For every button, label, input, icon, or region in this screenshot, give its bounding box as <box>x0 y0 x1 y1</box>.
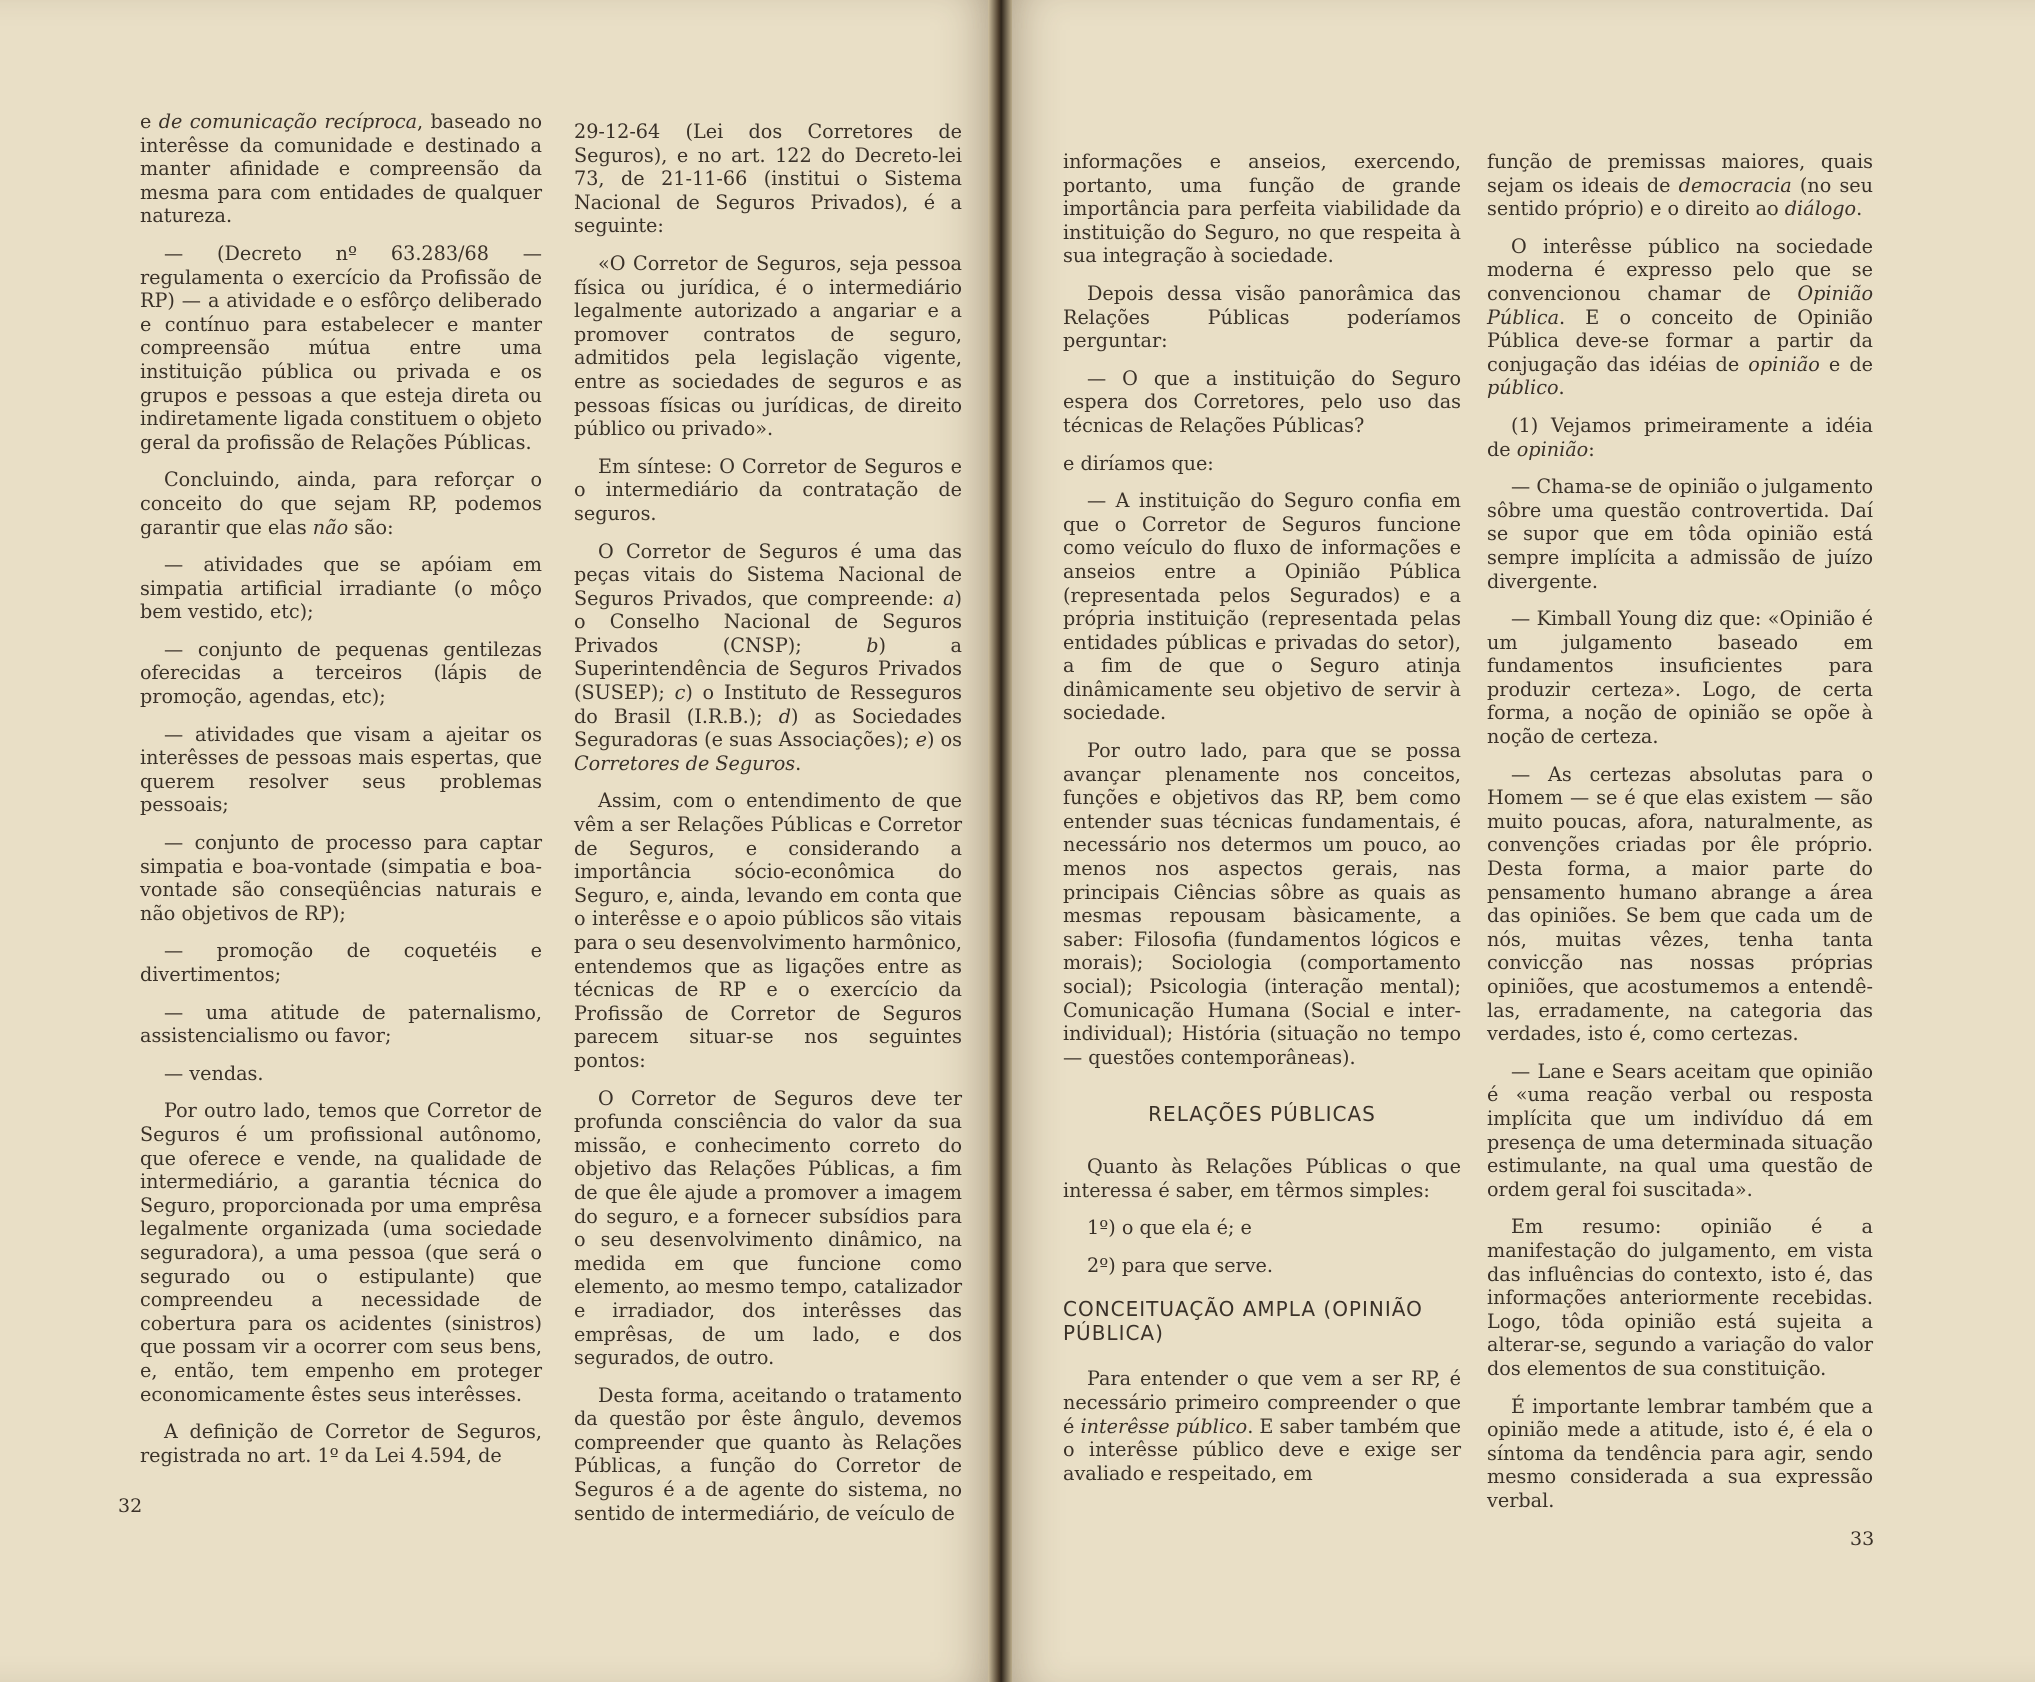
page-number-left: 32 <box>118 1495 143 1517</box>
left-page <box>0 0 1000 1682</box>
paragraph: — Lane e Sears aceitam que opinião é «uma reação verbal ou resposta implícita que um indivíduo dá em presença de uma determinada situação estimulante, na qual uma questão de ordem geral foi suscitada». <box>1487 1059 1873 1201</box>
paragraph: 1º) o que ela é; e <box>1087 1216 1252 1240</box>
right-page-column-1 <box>1063 150 1461 1499</box>
paragraph: Quanto às Relações Públicas o que interessa é saber, em têrmos simples: <box>1063 1154 1461 1202</box>
paragraph: Em síntese: O Corretor de Seguros e o intermediário da contratação de seguros. <box>574 454 962 525</box>
paragraph: — conjunto de processo para captar simpatia e boa-vontade (simpatia e boa-vontade são conseqüências naturais e não objetivos de RP); <box>140 831 542 925</box>
paragraph: — conjunto de pequenas gentilezas oferecidas a terceiros (lápis de promoção, agendas, etc); <box>140 637 542 709</box>
paragraph: e diríamos que: <box>1063 451 1214 475</box>
page-number-right: 33 <box>1850 1528 1875 1550</box>
paragraph: É importante lembrar também que a opinião mede a atitude, isto é, é ela o síntoma da tendência para agir, sendo mesmo considerada a sua expressão verbal. <box>1487 1394 1873 1512</box>
book-gutter <box>988 0 1012 1682</box>
paragraph: Concluindo, ainda, para reforçar o conceito do que sejam RP, podemos garantir que elas não são: <box>140 468 542 539</box>
paragraph: — vendas. <box>164 1061 264 1085</box>
paragraph: — uma atitude de paternalismo, assistencialismo ou favor; <box>140 1000 542 1048</box>
paragraph: — atividades que se apóiam em simpatia artificial irradiante (o môço bem vestido, etc); <box>140 553 542 624</box>
paragraph: 2º) para que serve. <box>1087 1253 1274 1277</box>
left-page-column-1 <box>140 110 542 1481</box>
paragraph: — atividades que visam a ajeitar os interêsses de pessoas mais espertas, que querem resolver seus problemas pessoais; <box>140 722 542 817</box>
paragraph: Depois dessa visão panorâmica das Relações Públicas poderíamos perguntar: <box>1063 281 1461 353</box>
paragraph: A definição de Corretor de Seguros, registrada no art. 1º da Lei 4.594, de <box>140 1420 542 1467</box>
paragraph: — As certezas absolutas para o Homem — se é que elas existem — são muito poucas, afora, naturalmente, as convenções criadas por êle próprio. Desta forma, a maior parte do pensamento humano abrange a área das opiniões. Se bem que cada um de nós, muitas vêzes, tenha tanta convicção nas nossas próprias opiniões, que acostumemos a entendê-las, erradamente, na categoria das verdades, isto é, como certezas. <box>1487 762 1873 1046</box>
paragraph: — O que a instituição do Seguro espera dos Corretores, pelo uso das técnicas de Relações Públicas? <box>1063 366 1461 437</box>
section-heading: RELAÇÕES PÚBLICAS <box>1148 1102 1376 1127</box>
paragraph: Por outro lado, para que se possa avançar plenamente nos conceitos, funções e objetivos das RP, bem como entender suas técnicas fundamentais, é necessário nos determos um pouco, ao menos nos aspectos gerais, nas principais Ciências sôbre as quais as mesmas repousam bàsicamente, a saber: Filosofia (fundamentos lógicos e morais); Sociologia (comportamento social); Psicologia (interação mental); Comunicação Humana (Social e inter-individual); História (situação no tempo — questões contemporâneas). <box>1063 739 1461 1069</box>
paragraph: função de premissas maiores, quais sejam os ideais de democracia (no seu sentido próprio) e o direito ao diálogo. <box>1487 150 1874 221</box>
paragraph: 29-12-64 (Lei dos Corretores de Seguros), e no art. 122 do Decreto-lei 73, de 21-11-66 (institui o Sistema Nacional de Seguros Privados), é a seguinte: <box>574 120 962 238</box>
paragraph: O interêsse público na sociedade moderna é expresso pelo que se convencionou chamar de Opinião Pública. E o conceito de Opinião Pública deve-se formar a partir da conjugação das idéias de opinião e de público. <box>1487 234 1873 400</box>
paragraph: Para entender o que vem a ser RP, é necessário primeiro compreender o que é interêsse público. E saber também que o interêsse público deve e exige ser avaliado e respeitado, em <box>1063 1367 1461 1485</box>
left-page-column-2 <box>574 120 962 1539</box>
right-page <box>1000 0 2035 1682</box>
paragraph: Assim, com o entendimento de que vêm a ser Relações Públicas e Corretor de Seguros, e considerando a importância sócio-econômica do Seguro, e, ainda, levando em conta que o interêsse e o apoio públicos são vitais para o seu desenvolvimento harmônico, entendemos que as ligações entre as técnicas de RP e o exercício da Profissão de Corretor de Seguros parecem situar-se nos seguintes pontos: <box>574 789 962 1072</box>
paragraph: — (Decreto nº 63.283/68 — regulamenta o exercício da Profissão de RP) — a atividade e o esfôrço deliberado e contínuo para estabelecer e manter compreensão mútua entre uma instituição pública ou privada e os grupos e pessoas a que esteja direta ou indiretamente ligada constituem o objeto geral da profissão de Relações Públicas. <box>140 241 542 454</box>
paragraph: Por outro lado, temos que Corretor de Seguros é um profissional autônomo, que oferece e vende, na qualidade de intermediário, a garantia técnica do Seguro, proporcionada por uma emprêsa legalmente organizada (uma sociedade seguradora), a uma pessoa (que será o segurado ou o estipulante) que compreendeu a necessidade de cobertura para os acidentes (sinistros) que possam vir a ocorrer com seus bens, e, então, tem empenho em proteger economicamente êstes seus interêsses. <box>140 1099 542 1406</box>
right-page-column-2 <box>1487 150 1873 1526</box>
paragraph: — Chama-se de opinião o julgamento sôbre uma questão controvertida. Daí se supor que em tôda opinião está sempre implícita a admissão de juízo divergente. <box>1487 475 1873 593</box>
paragraph: — Kimball Young diz que: «Opinião é um julgamento baseado em fundamentos insuficientes para produzir certeza». Logo, de certa forma, a noção de opinião se opõe à noção de certeza. <box>1487 607 1873 749</box>
paragraph: Em resumo: opinião é a manifestação do julgamento, em vista das influências do contexto, isto é, das informações anteriormente recebidas. Logo, tôda opinião está sujeita a alterar-se, segundo a variação do valor dos elementos de sua constituição. <box>1487 1215 1873 1380</box>
paragraph: Desta forma, aceitando o tratamento da questão por êste ângulo, devemos compreender que quanto às Relações Públicas, a função do Corretor de Seguros é a de agente do sistema, no sentido de intermediário, de veículo de <box>574 1383 962 1525</box>
paragraph: «O Corretor de Seguros, seja pessoa física ou jurídica, é o intermediário legalmente autorizado a angariar e a promover contratos de seguro, admitidos pela legislação vigente, entre as sociedades de seguros e as pessoas físicas ou jurídicas, de direito público ou privado». <box>574 251 962 441</box>
paragraph: O Corretor de Seguros deve ter profunda consciência do valor da sua missão, e conhecimento correto do objetivo das Relações Públicas, a fim de que êle ajude a promover a imagem do seguro, e a fornecer subsídios para o seu desenvolvimento dinâmico, na medida em que funcione como elemento, ao mesmo tempo, catalizador e irradiador, dos interêsses das emprêsas, de um lado, e dos segurados, de outro. <box>574 1086 963 1370</box>
paragraph: e de comunicação recíproca, baseado no interêsse da comunidade e destinado a manter afinidade e compreensão da mesma para com entidades de qualquer natureza. <box>140 110 542 228</box>
paragraph: O Corretor de Seguros é uma das peças vitais do Sistema Nacional de Seguros Privados, que compreende: a) o Conselho Nacional de Seguros Privados (CNSP); b) a Superintendência de Seguros Privados (SUSEP); c) o Instituto de Resseguros do Brasil (I.R.B.); d) as Sociedades Seguradoras (e suas Associações); e) os Corretores de Seguros. <box>574 539 962 775</box>
paragraph: — A instituição do Seguro confia em que o Corretor de Seguros funcione como veículo do fluxo de informações e anseios entre a Opinião Pública (representada pelos Segurados) e a própria instituição (representada pelas entidades públicas e privadas do setor), a fim de que o Seguro atinja dinâmicamente seu objetivo de servir à sociedade. <box>1063 489 1461 725</box>
paragraph: — promoção de coquetéis e divertimentos; <box>140 939 542 986</box>
section-heading: CONCEITUAÇÃO AMPLA (OPINIÃO PÚBLICA) <box>1063 1297 1423 1346</box>
paragraph: informações e anseios, exercendo, portanto, uma função de grande importância para perfeita viabilidade da instituição do Seguro, no que respeita à sua integração à sociedade. <box>1063 150 1461 268</box>
paragraph: (1) Vejamos primeiramente a idéia de opinião: <box>1487 413 1873 461</box>
